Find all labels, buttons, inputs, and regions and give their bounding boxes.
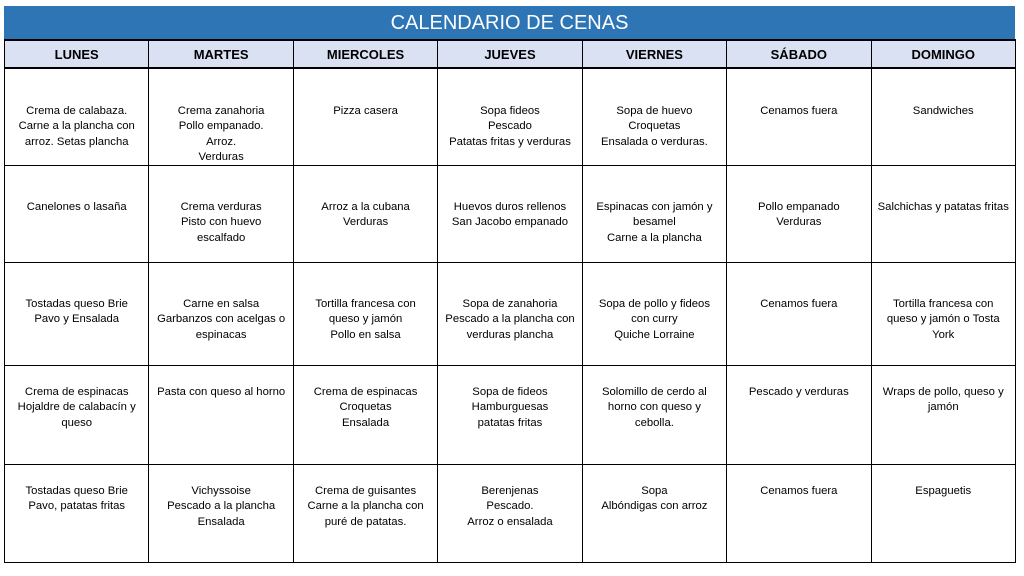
meal-cell: Cenamos fuera <box>727 68 871 166</box>
meal-cell: Sopa Albóndigas con arroz <box>582 465 726 563</box>
page-title: CALENDARIO DE CENAS <box>4 6 1015 39</box>
meal-cell: Carne en salsa Garbanzos con acelgas o espinacas <box>149 263 293 366</box>
meal-cell: Pizza casera <box>293 68 437 166</box>
day-header-tuesday: MARTES <box>149 40 293 68</box>
meal-cell: Crema zanahoria Pollo empanado. Arroz. Verduras <box>149 68 293 166</box>
meal-cell: Espinacas con jamón y besamel Carne a la plancha <box>582 166 726 263</box>
meal-cell: Crema de espinacas Croquetas Ensalada <box>293 366 437 465</box>
meal-cell: Sopa de pollo y fideos con curry Quiche Lorraine <box>582 263 726 366</box>
meal-cell: Crema de calabaza. Carne a la plancha con arroz. Setas plancha <box>5 68 149 166</box>
meal-cell: Tortilla francesa con queso y jamón o Tosta York <box>871 263 1015 366</box>
meal-cell: Sopa de huevo Croquetas Ensalada o verduras. <box>582 68 726 166</box>
menu-table <box>4 39 1016 563</box>
meal-cell: Arroz a la cubana Verduras <box>293 166 437 263</box>
meal-cell: Solomillo de cerdo al horno con queso y cebolla. <box>582 366 726 465</box>
meal-cell: Cenamos fuera <box>727 465 871 563</box>
meal-cell: Tortilla francesa con queso y jamón Pollo en salsa <box>293 263 437 366</box>
day-header-row <box>5 40 1016 68</box>
meal-cell: Pollo empanado Verduras <box>727 166 871 263</box>
week-row <box>5 465 1016 563</box>
week-row <box>5 166 1016 263</box>
day-header-saturday: SÁBADO <box>727 40 871 68</box>
meal-cell: Pasta con queso al horno <box>149 366 293 465</box>
meal-cell: Cenamos fuera <box>727 263 871 366</box>
week-row <box>5 68 1016 166</box>
meal-cell: Salchichas y patatas fritas <box>871 166 1015 263</box>
meal-cell: Vichyssoise Pescado a la plancha Ensalada <box>149 465 293 563</box>
meal-cell: Crema de espinacas Hojaldre de calabacín y queso <box>5 366 149 465</box>
meal-cell: Sandwiches <box>871 68 1015 166</box>
meal-cell: Espaguetis <box>871 465 1015 563</box>
meal-cell: Huevos duros rellenos San Jacobo empanado <box>438 166 582 263</box>
day-header-wednesday: MIERCOLES <box>293 40 437 68</box>
meal-cell: Sopa de fideos Hamburguesas patatas fritas <box>438 366 582 465</box>
meal-cell: Canelones o lasaña <box>5 166 149 263</box>
day-header-friday: VIERNES <box>582 40 726 68</box>
meal-cell: Pescado y verduras <box>727 366 871 465</box>
meal-cell: Sopa de zanahoria Pescado a la plancha con verduras plancha <box>438 263 582 366</box>
meal-cell: Crema de guisantes Carne a la plancha con puré de patatas. <box>293 465 437 563</box>
day-header-thursday: JUEVES <box>438 40 582 68</box>
meal-cell: Crema verduras Pisto con huevo escalfado <box>149 166 293 263</box>
meal-cell: Tostadas queso Brie Pavo y Ensalada <box>5 263 149 366</box>
day-header-monday: LUNES <box>5 40 149 68</box>
meal-cell: Tostadas queso Brie Pavo, patatas fritas <box>5 465 149 563</box>
meal-cell: Wraps de pollo, queso y jamón <box>871 366 1015 465</box>
week-row <box>5 366 1016 465</box>
meal-cell: Berenjenas Pescado. Arroz o ensalada <box>438 465 582 563</box>
dinner-calendar <box>4 6 1015 563</box>
week-row <box>5 263 1016 366</box>
meal-cell: Sopa fideos Pescado Patatas fritas y verduras <box>438 68 582 166</box>
day-header-sunday: DOMINGO <box>871 40 1015 68</box>
